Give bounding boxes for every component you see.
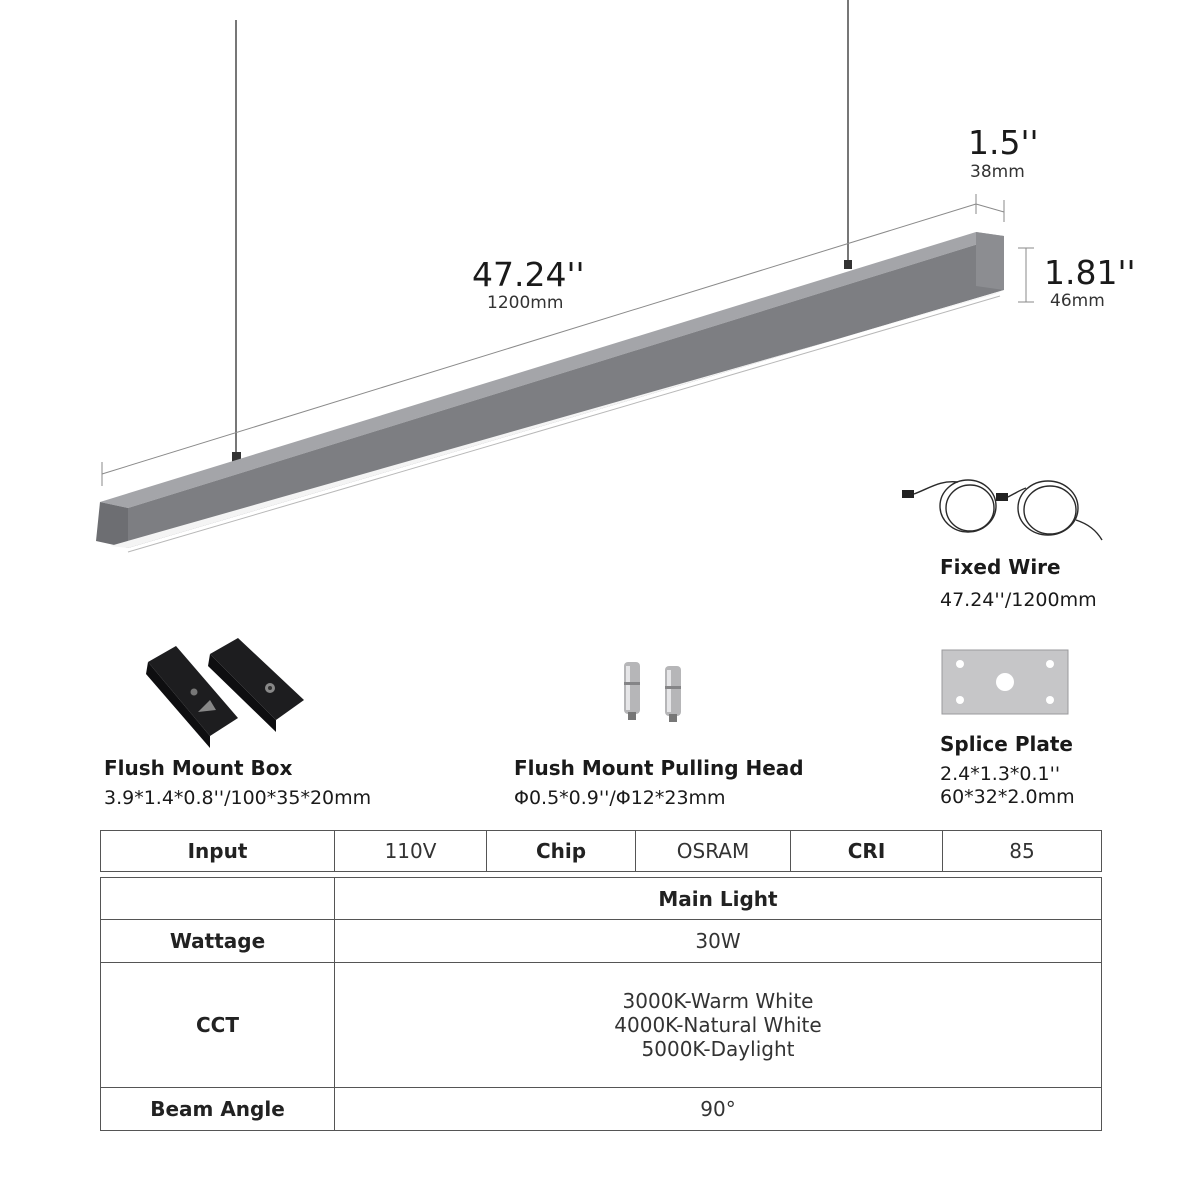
pulling-head-size: Φ0.5*0.9''/Φ12*23mm (514, 787, 726, 809)
cct-natural-white: 4000K-Natural White (614, 1013, 822, 1037)
fixed-wire-icon (902, 480, 1102, 540)
wattage-value: 30W (335, 920, 1102, 963)
input-value: 110V (335, 831, 487, 872)
length-mm-label: 1200mm (487, 293, 564, 313)
cct-label: CCT (101, 963, 335, 1088)
width-inches-label: 1.5'' (968, 123, 1039, 162)
fixture-diffuser-edge (128, 293, 1000, 552)
beam-angle-value: 90° (335, 1088, 1102, 1131)
splice-plate-title: Splice Plate (940, 732, 1073, 756)
cri-value: 85 (943, 831, 1102, 872)
fixture-end-cap (976, 232, 1004, 290)
spec-table-main-light (100, 877, 1102, 1131)
width-dimension-line (976, 200, 1004, 222)
table-row (101, 878, 1102, 920)
height-mm-label: 46mm (1050, 291, 1105, 311)
input-label: Input (101, 831, 335, 872)
chip-value: OSRAM (636, 831, 791, 872)
pulling-head-title: Flush Mount Pulling Head (514, 756, 804, 780)
fixed-wire-size: 47.24''/1200mm (940, 589, 1097, 611)
flush-mount-box-title: Flush Mount Box (104, 756, 293, 780)
splice-plate-size-imperial: 2.4*1.3*0.1'' (940, 763, 1061, 785)
flush-mount-box-icon (146, 638, 304, 748)
width-mm-label: 38mm (970, 162, 1025, 182)
flush-mount-box-size: 3.9*1.4*0.8''/100*35*20mm (104, 787, 372, 809)
length-dimension-line (102, 194, 976, 486)
splice-plate-icon (942, 650, 1068, 714)
beam-angle-label: Beam Angle (101, 1088, 335, 1131)
corner-cell (101, 878, 335, 920)
table-row (101, 963, 1102, 1088)
table-row (101, 920, 1102, 963)
table-row (101, 1088, 1102, 1131)
cable-gripper-right (844, 260, 852, 269)
cri-label: CRI (791, 831, 943, 872)
cct-daylight: 5000K-Daylight (641, 1037, 795, 1061)
height-inches-label: 1.81'' (1044, 253, 1136, 292)
pulling-head-icon (624, 662, 681, 722)
table-row (101, 831, 1102, 872)
height-dimension-line (1018, 248, 1034, 302)
fixed-wire-title: Fixed Wire (940, 555, 1061, 579)
main-light-header: Main Light (335, 878, 1102, 920)
wattage-label: Wattage (101, 920, 335, 963)
length-inches-label: 47.24'' (472, 255, 585, 294)
chip-label: Chip (487, 831, 636, 872)
fixture-side-face (96, 502, 128, 548)
cct-values (335, 963, 1102, 1088)
cct-warm-white: 3000K-Warm White (622, 989, 814, 1013)
splice-plate-size-metric: 60*32*2.0mm (940, 786, 1075, 808)
spec-table-basic (100, 830, 1102, 872)
